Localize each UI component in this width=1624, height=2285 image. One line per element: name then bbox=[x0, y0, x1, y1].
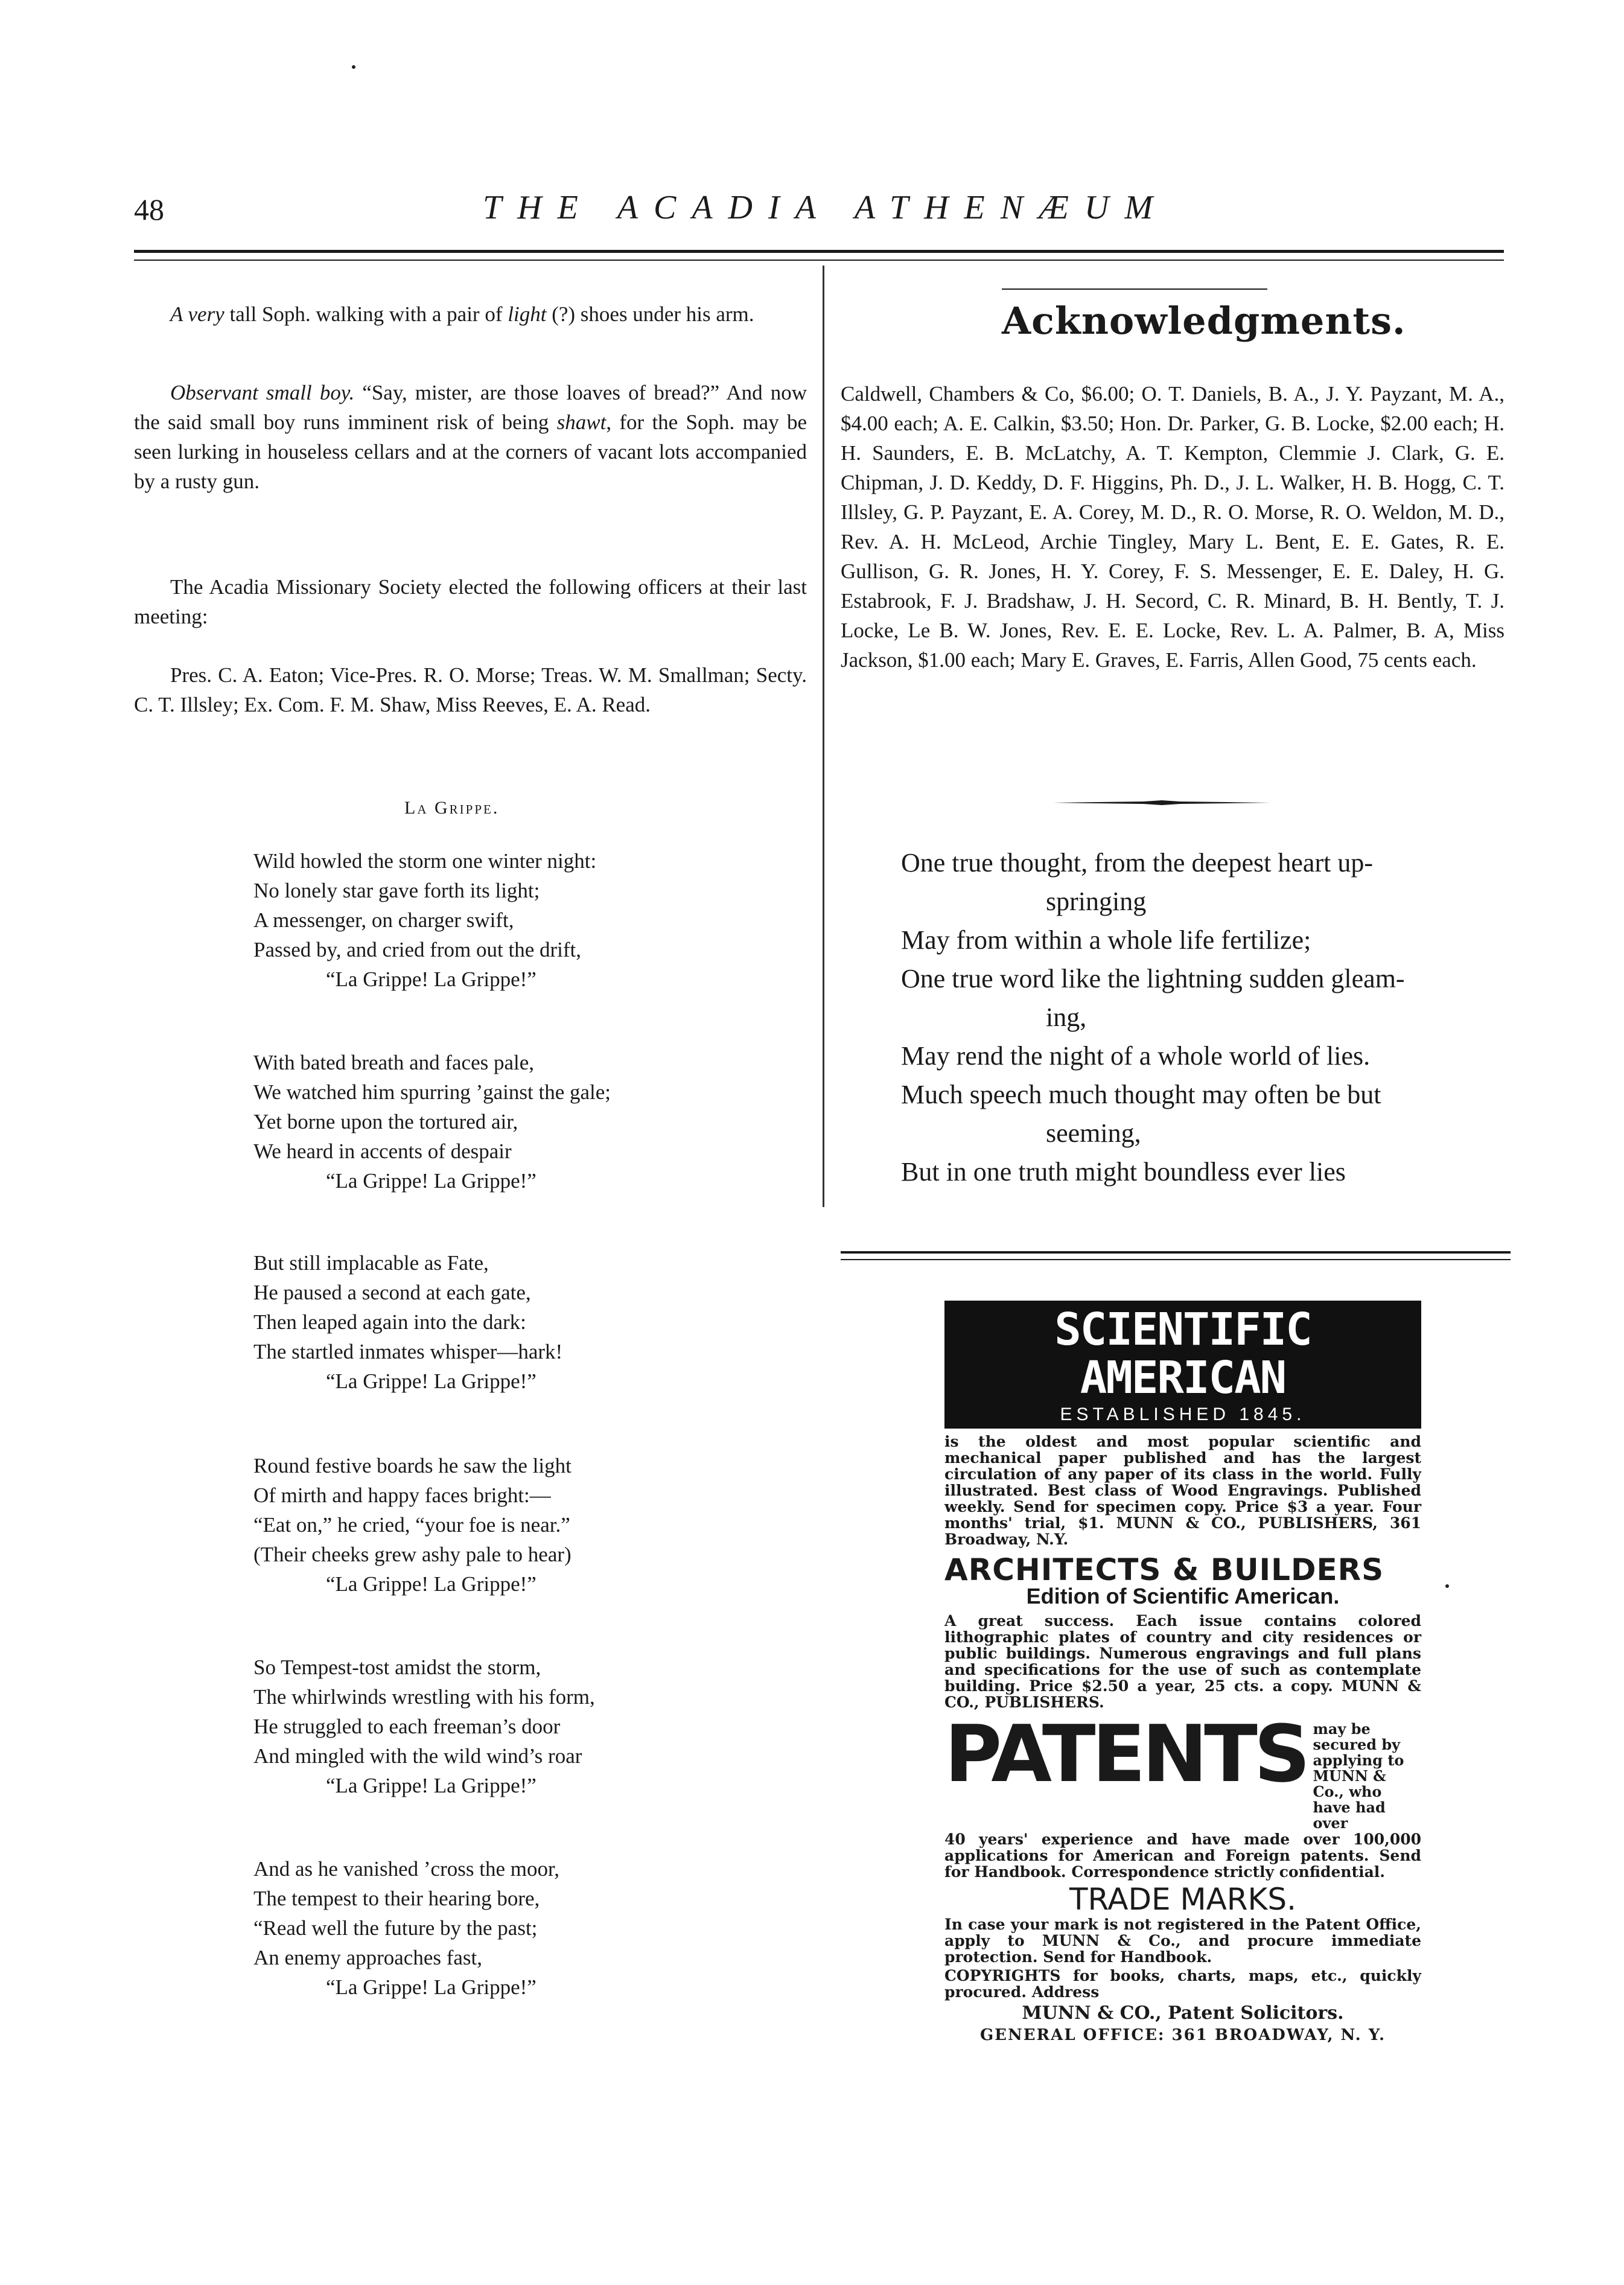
sa-masthead: SCIENTIFIC AMERICAN bbox=[1054, 1304, 1311, 1404]
running-title: THE ACADIA ATHENÆUM bbox=[483, 189, 1168, 226]
patents-block bbox=[944, 1708, 1421, 1832]
architects-builders-subtitle: Edition of Scientific American. bbox=[1026, 1584, 1340, 1608]
note-observant-boy: Observant small boy. “Say, mister, are those loaves of bread?” And now the said small boy runs imminent risk of being shawt, for the Soph. may be seen lurking in houseless cellars and at the corners of vacant lots accompanied by a rusty gun. bbox=[134, 381, 807, 493]
scientific-american-advert bbox=[944, 1301, 1421, 2044]
patents-text: 40 years' experience and have made over 100,000 applications for American and Foreign patents. Send for Handbook. Correspondence strictly confidential. bbox=[944, 1831, 1421, 1881]
patents-heading: PATENTS bbox=[944, 1708, 1307, 1800]
ack-heading: Acknowledgments. bbox=[1002, 299, 1406, 343]
advert-rule-thin bbox=[841, 1259, 1511, 1260]
sa-description: is the oldest and most popular scientific and mechanical paper published and has the largest circulation of any paper of its class in the world. Fully illustrated. Best class of Wood Engravings. Published weekly. Send for specimen copy. Price $3 a year. Four months' trial, $1. MUNN & CO., PUBLISHERS, 361 Broadway, N.Y. bbox=[944, 1433, 1421, 1548]
poem-stanza-5: So Tempest-tost amidst the storm, The whirlwinds wrestling with his form, He struggled to each freeman’s door And mingled with the wild wind’s roar “La Grippe! La Grippe!” bbox=[253, 1656, 595, 1797]
poem-stanza-6: And as he vanished ’cross the moor, The tempest to their hearing bore, “Read well the future by the past; An enemy approaches fast, “La Grippe! La Grippe!” bbox=[253, 1857, 559, 1999]
note-tall-soph: A very tall Soph. walking with a pair of light (?) shoes under his arm. bbox=[170, 302, 754, 326]
architects-builders-text: A great success. Each issue contains colored lithographic plates of country and city residences or public buildings. Numerous engravings and full plans and specifications for the use of such as contemplate building. Price $2.50 a year, 25 cts. a copy. MUNN & CO., PUBLISHERS. bbox=[944, 1612, 1421, 1711]
copyrights-text: COPYRIGHTS for books, charts, maps, etc., quickly procured. Address bbox=[944, 1967, 1421, 2001]
column-divider bbox=[823, 266, 824, 1207]
office-address: GENERAL OFFICE: 361 BROADWAY, N. Y. bbox=[979, 2026, 1386, 2044]
ornament-rule bbox=[1053, 800, 1270, 805]
sa-established: ESTABLISHED 1845. bbox=[1060, 1404, 1306, 1424]
architects-builders-title: ARCHITECTS & BUILDERS bbox=[944, 1552, 1384, 1587]
speck-mark bbox=[1445, 1584, 1449, 1588]
header-rule-thick bbox=[134, 250, 1504, 253]
speck-mark bbox=[352, 65, 355, 69]
poem-title: La Grippe. bbox=[404, 798, 500, 818]
header-rule-thin bbox=[134, 260, 1504, 261]
poem-stanza-1: Wild howled the storm one winter night: No lonely star gave forth its light; A messenger, on charger swift, Passed by, and cried from out the drift, “La Grippe! La Grippe!” bbox=[253, 849, 597, 991]
verse-one-true-thought: One true thought, from the deepest heart up- springing May from within a whole life fertilize; One true word like the lightning sudden gleam- ing, May rend the night of a whole world of lies. Much speech much thought may often be but seeming, But in one truth might boundless ever lies bbox=[901, 848, 1405, 1187]
note-officers: Pres. C. A. Eaton; Vice-Pres. R. O. Morse; Treas. W. M. Smallman; Secty. C. T. Illsley; Ex. Com. F. M. Shaw, Miss Reeves, E. A. Read. bbox=[134, 663, 807, 716]
patents-side-text: may be secured by applying to MUNN & Co., who have had over bbox=[1313, 1720, 1404, 1832]
poem-stanza-2: With bated breath and faces pale, We watched him spurring ’gainst the gale; Yet borne upon the tortured air, We heard in accents of despair “La Grippe! La Grippe!” bbox=[253, 1051, 611, 1193]
solicitors-line: MUNN & CO., Patent Solicitors. bbox=[1022, 2003, 1344, 2024]
poem-stanza-3: But still implacable as Fate, He paused a second at each gate, Then leaped again into the dark: The startled inmates whisper—hark! “La Grippe! La Grippe!” bbox=[253, 1251, 563, 1393]
advert-rule-thick bbox=[841, 1251, 1511, 1254]
trade-marks-heading: TRADE MARKS. bbox=[1069, 1882, 1296, 1917]
trade-marks-text: In case your mark is not registered in the Patent Office, apply to MUNN & Co., and procure immediate protection. Send for Handbook. bbox=[944, 1916, 1421, 1966]
poem-stanza-4: Round festive boards he saw the light Of mirth and happy faces bright:— “Eat on,” he cried, “your foe is near.” (Their cheeks grew ashy pale to hear) “La Grippe! La Grippe!” bbox=[253, 1454, 572, 1596]
page-number: 48 bbox=[134, 193, 164, 226]
note-missionary-society: The Acadia Missionary Society elected the following officers at their last meeting: bbox=[134, 575, 807, 628]
ack-top-rule bbox=[1002, 288, 1267, 290]
ack-list: Caldwell, Chambers & Co, $6.00; O. T. Daniels, B. A., J. Y. Payzant, M. A., $4.00 each; A. E. Calkin, $3.50; Hon. Dr. Parker, G. B. Locke, $2.00 each; H. H. Saunders, E. B. McLatchy, A. T. Kempton, Clemmie J. Clark, G. E. Chipman, J. D. Keddy, D. F. Higgins, Ph. D., J. L. Walker, H. B. Hogg, C. T. Illsley, G. P. Payzant, E. A. Corey, M. D., R. O. Morse, R. O. Weldon, M. D., Rev. A. H. McLeod, Archie Tingley, Mary L. Bent, E. E. Gates, R. E. Gullison, G. R. Jones, H. Y. Corey, F. S. Messenger, E. E. Daley, H. G. Estabrook, F. J. Bradshaw, J. H. Secord, C. R. Minard, B. H. Bently, T. J. Locke, Le B. W. Jones, Rev. E. E. Locke, Rev. L. A. Palmer, B. A, Miss Jackson, $1.00 each; Mary E. Graves, E. Farris, Allen Good, 75 cents each. bbox=[841, 382, 1505, 672]
sa-banner bbox=[944, 1301, 1421, 1429]
